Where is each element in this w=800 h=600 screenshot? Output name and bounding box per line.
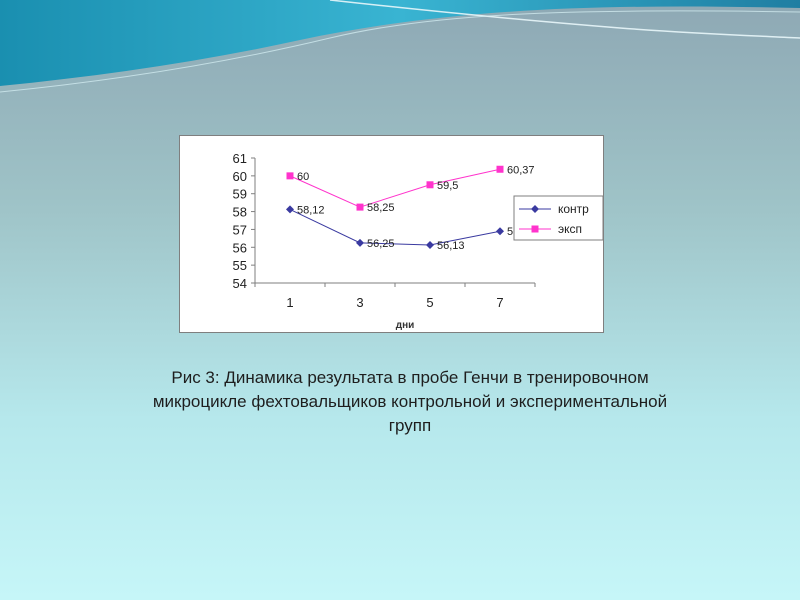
y-tick-label: 58 (232, 204, 247, 220)
y-tick-label: 57 (232, 222, 247, 238)
caption-line-2: микроцикле фехтовальщиков контрольной и экспериментальной (152, 392, 668, 411)
wave-band-dark (0, 0, 800, 86)
y-tick-label: 61 (232, 151, 247, 166)
x-tick-label: 3 (356, 295, 364, 310)
line-chart (180, 136, 603, 332)
y-tick-label: 59 (232, 186, 247, 202)
series-2-point (287, 172, 294, 179)
legend-marker-2 (532, 226, 539, 233)
y-tick-label: 60 (232, 168, 247, 184)
series-1-data-label: 56,13 (437, 239, 465, 252)
x-tick-label: 1 (286, 295, 294, 310)
series-2-point (427, 181, 434, 188)
series-1-point (356, 239, 364, 247)
series-1-point (496, 227, 504, 235)
series-1-data-label: 58,12 (297, 204, 325, 217)
caption-line-3: групп (388, 416, 432, 435)
y-tick-label: 56 (232, 240, 247, 256)
series-2-point (357, 204, 364, 211)
figure-caption (100, 366, 720, 438)
decorative-top-wave (0, 0, 800, 120)
y-tick-label: 54 (232, 276, 247, 291)
legend-label-2: эксп (558, 222, 583, 236)
caption-line-1: Рис 3: Динамика результата в пробе Генчи в тренировочном (171, 368, 649, 387)
series-1-data-label: 56,25 (367, 237, 395, 250)
x-tick-label: 7 (496, 295, 504, 310)
series-1-data-label: 5 (507, 226, 514, 239)
series-2-data-label: 60,37 (507, 164, 535, 177)
series-2-data-label: 59,5 (437, 179, 459, 192)
x-axis-title: дни (395, 320, 415, 331)
y-tick-label: 55 (232, 258, 247, 274)
series-1-point (426, 241, 434, 249)
chart-frame (179, 135, 604, 333)
series-2-data-label: 60 (297, 170, 310, 183)
legend-label-1: контр (558, 202, 589, 216)
x-tick-label: 5 (426, 295, 434, 310)
series-2-point (497, 166, 504, 173)
series-2-data-label: 58,25 (367, 202, 395, 215)
series-1-point (286, 205, 294, 213)
series-line-2 (290, 169, 500, 207)
